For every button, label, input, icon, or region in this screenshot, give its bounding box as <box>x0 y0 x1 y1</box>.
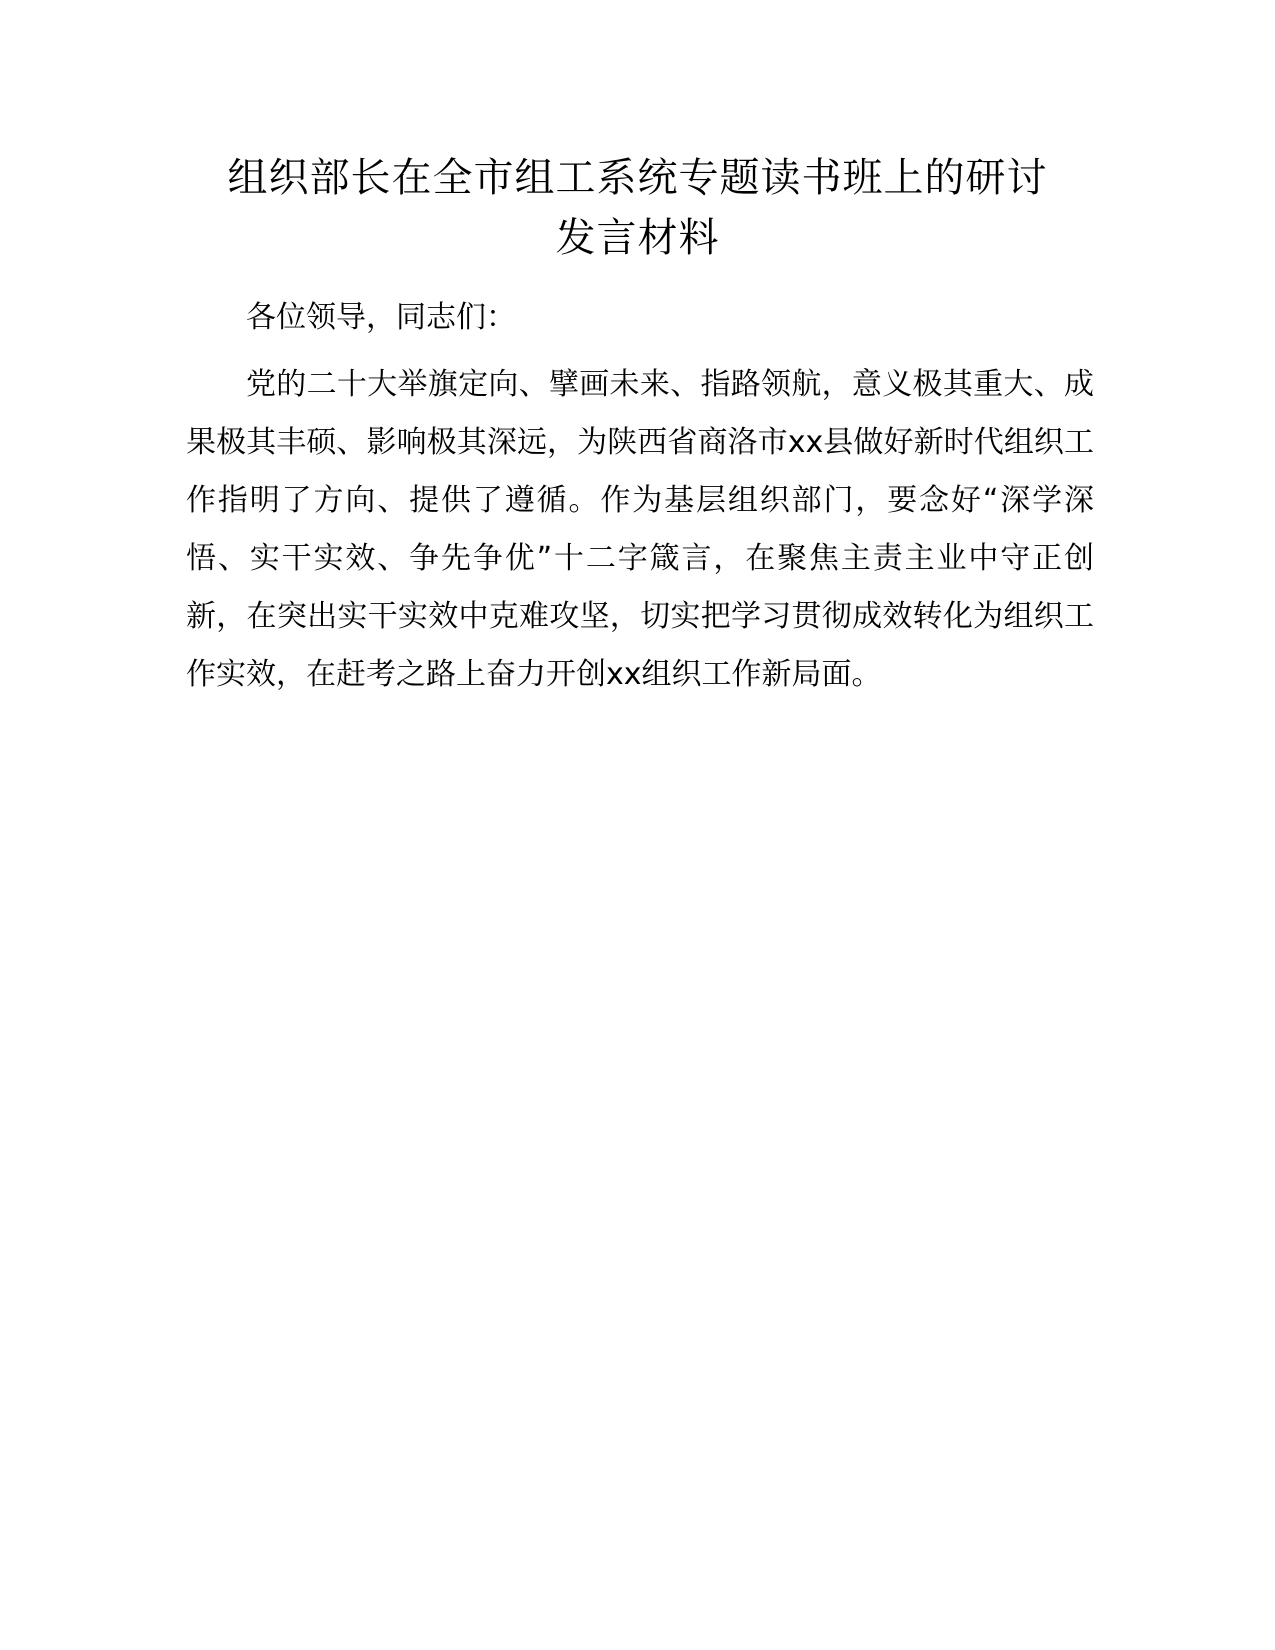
title-line-2: 发言材料 <box>555 215 720 261</box>
body-paragraph: 党的二十大举旗定向、擘画未来、指路领航，意义极其重大、成果极其丰硕、影响极其深远，为陕西省商洛市xx县做好新时代组织工作指明了方向、提供了遵循。作为基层组织部门，要念好“深学深悟、实干实效、争先争优”十二字箴言，在聚焦主责主业中守正创新，在突出实干实效中克难攻坚，切实把学习贯彻成效转化为组织工作实效，在赶考之路上奋力开创xx组织工作新局面。 <box>186 367 1094 692</box>
document-title <box>180 148 1095 268</box>
document-body <box>186 289 1094 704</box>
title-line-1: 组织部长在全市组工系统专题读书班上的研讨 <box>227 155 1048 201</box>
salutation: 各位领导，同志们： <box>246 300 516 335</box>
